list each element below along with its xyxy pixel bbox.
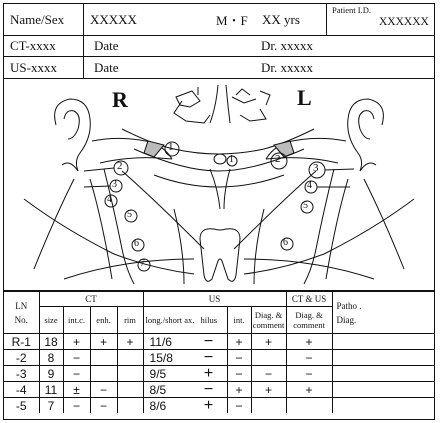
axis-value: 8/5: [149, 382, 167, 397]
patient-id-value: XXXXXX: [379, 16, 429, 28]
table-group-header-row: [4, 292, 434, 307]
axis-hilus-cell: [143, 382, 227, 398]
right-side-label: R: [112, 87, 128, 112]
us-exam-date-label: Date: [94, 59, 119, 75]
ctus-diag-value: −: [286, 366, 332, 382]
ln-number: R-1: [4, 334, 39, 350]
table-row: [4, 350, 434, 366]
hilus-value: −: [203, 333, 214, 350]
axis-value: 15/8: [149, 350, 173, 365]
left-side-label: L: [297, 85, 312, 110]
ctus-group-header: CT & US: [286, 292, 332, 307]
int-c-value: −: [63, 366, 90, 382]
ln-number: -3: [4, 366, 39, 382]
neck-lymph-node-diagram: [4, 79, 434, 291]
right-node-4: 4: [107, 194, 112, 205]
left-node-2: 2: [275, 153, 281, 165]
table-row: [4, 398, 434, 414]
ct-group-header: CT: [39, 292, 143, 307]
ctus-diag-value: +: [286, 382, 332, 398]
rim-value: +: [117, 334, 143, 350]
axis-hilus-cell: [143, 398, 227, 414]
int-c-value: −: [63, 350, 90, 366]
right-node-2: 2: [117, 160, 123, 172]
ct-exam-row: [4, 36, 434, 57]
size-value: 8: [39, 350, 63, 366]
ct-exam-doctor: Dr. xxxxx: [261, 38, 313, 53]
col-hilus-label: hilus: [200, 315, 218, 325]
ct-exam-code: CT-xxxx: [10, 38, 56, 53]
ln-no-label: No.: [14, 314, 28, 325]
col-int: int.: [227, 307, 251, 334]
col-ctus-diag: Diag. & comment: [286, 307, 332, 334]
col-long-short-axis-label: long./short ax.: [145, 315, 195, 325]
int-value: −: [227, 398, 251, 414]
col-long-short-axis: [143, 307, 227, 334]
left-node-6: 6: [283, 237, 288, 248]
left-node-1: 1: [229, 154, 234, 165]
size-value: 9: [39, 366, 63, 382]
ln-number: -4: [4, 382, 39, 398]
col-size: size: [39, 307, 63, 334]
us-exam-doctor: Dr. xxxxx: [261, 59, 313, 75]
axis-value: 8/6: [149, 398, 167, 413]
us-diag-value: [251, 350, 286, 366]
lymph-node-findings-table: [4, 291, 434, 413]
patho-diag-value: [332, 334, 434, 350]
col-us-diag: Diag. & comment: [251, 307, 286, 334]
us-diag-value: [251, 398, 286, 414]
patho-diag-label: Diag.: [336, 314, 357, 325]
int-value: +: [227, 382, 251, 398]
left-node-4: 4: [307, 180, 312, 191]
enh-value: [90, 366, 117, 382]
col-rim: rim: [117, 307, 143, 334]
ctus-diag-value: −: [286, 350, 332, 366]
right-node-3: 3: [112, 179, 117, 190]
us-diag-value: −: [251, 366, 286, 382]
size-value: 18: [39, 334, 63, 350]
name-sex-label: Name/Sex: [10, 11, 65, 27]
enh-value: [90, 350, 117, 366]
axis-hilus-cell: [143, 350, 227, 366]
int-c-value: ±: [63, 382, 90, 398]
int-value: −: [227, 366, 251, 382]
rim-value: [117, 350, 143, 366]
axis-value: 9/5: [149, 366, 167, 381]
lymph-node-record-form: [3, 3, 435, 420]
int-c-value: +: [63, 334, 90, 350]
rim-value: [117, 382, 143, 398]
axis-hilus-cell: [143, 334, 227, 350]
right-node-7: 7: [140, 258, 145, 269]
left-node-3: 3: [313, 162, 319, 174]
ctus-diag-value: [286, 398, 332, 414]
int-value: −: [227, 350, 251, 366]
table-row: [4, 366, 434, 382]
neck-anatomy-drawing: [4, 79, 434, 291]
patho-diag-value: [332, 398, 434, 414]
table-row: [4, 334, 434, 350]
ln-header-label: LN: [15, 300, 28, 311]
patho-diag-value: [332, 350, 434, 366]
us-diag-value: +: [251, 382, 286, 398]
left-node-markers: [227, 153, 325, 250]
int-value: +: [227, 334, 251, 350]
ctus-diag-value: +: [286, 334, 332, 350]
ln-number-header: [4, 292, 39, 334]
hilus-value: −: [203, 349, 214, 366]
us-group-header: US: [143, 292, 286, 307]
int-c-value: −: [63, 398, 90, 414]
col-int-c: int.c.: [63, 307, 90, 334]
hilus-value: +: [203, 397, 214, 413]
us-exam-row: [4, 57, 434, 79]
us-diag-value: +: [251, 334, 286, 350]
patho-header-label: Patho .: [336, 300, 362, 311]
right-node-5: 5: [127, 209, 132, 220]
table-row: [4, 382, 434, 398]
axis-hilus-cell: [143, 366, 227, 382]
us-exam-code: US-xxxx: [10, 59, 57, 75]
right-node-6: 6: [134, 238, 139, 249]
col-enh: enh.: [90, 307, 117, 334]
age-value: XX yrs: [262, 11, 300, 27]
left-node-5: 5: [303, 200, 308, 211]
size-value: 11: [39, 382, 63, 398]
rim-value: [117, 366, 143, 382]
ln-number: -5: [4, 398, 39, 414]
patient-id-label: Patient I.D.: [332, 5, 371, 15]
patient-header-row: [4, 4, 434, 36]
patho-diag-header: [332, 292, 434, 334]
axis-value: 11/6: [149, 334, 172, 349]
patho-diag-value: [332, 366, 434, 382]
enh-value: −: [90, 398, 117, 414]
hilus-value: −: [203, 381, 214, 398]
sex-value: M・F: [216, 13, 248, 28]
patient-name-value: XXXXX: [90, 11, 137, 27]
rim-value: [117, 398, 143, 414]
enh-value: −: [90, 382, 117, 398]
enh-value: +: [90, 334, 117, 350]
size-value: 7: [39, 398, 63, 414]
hilus-value: +: [203, 365, 214, 382]
patho-diag-value: [332, 382, 434, 398]
right-node-1: 1: [168, 141, 174, 153]
ln-number: -2: [4, 350, 39, 366]
ct-exam-date-label: Date: [94, 38, 119, 53]
